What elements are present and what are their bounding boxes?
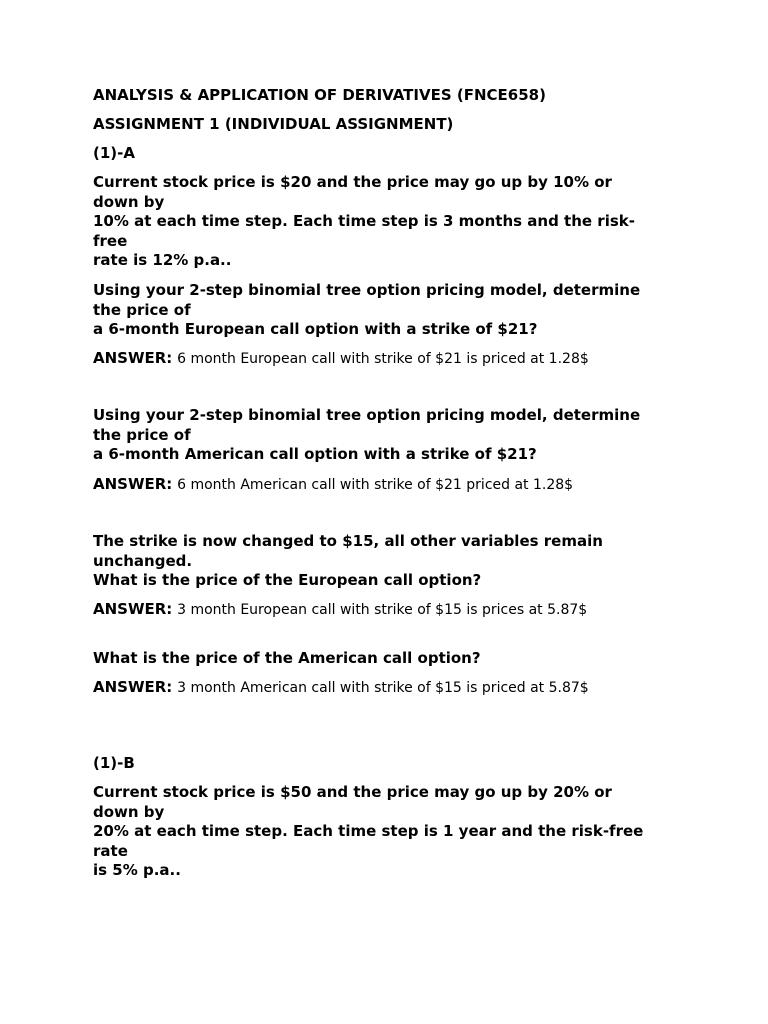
question-european-15: The strike is now changed to $15, all other variables remain unchanged. What is the price of the European call option? xyxy=(93,532,603,589)
question-american-15: What is the price of the American call option? xyxy=(93,649,481,667)
course-title: ANALYSIS & APPLICATION OF DERIVATIVES (FNCE658) xyxy=(93,86,546,104)
answer-american-21: ANSWER: 6 month American call with strike of $21 priced at 1.28$ xyxy=(93,475,574,493)
assignment-title: ASSIGNMENT 1 (INDIVIDUAL ASSIGNMENT) xyxy=(93,115,454,133)
section-1a-heading: (1)-A xyxy=(93,144,135,162)
section-1b-heading: (1)-B xyxy=(93,754,135,772)
question-european-21: Using your 2-step binomial tree option pricing model, determine the price of a 6-month European call option with a strike of $21? xyxy=(93,281,641,338)
section-1a-intro: Current stock price is $20 and the price may go up by 10% or down by 10% at each time step. Each time step is 3 months and the risk- free rate is 12% p.a.. xyxy=(93,173,635,269)
section-1b-intro: Current stock price is $50 and the price may go up by 20% or down by 20% at each time step. Each time step is 1 year and the risk-free rate is 5% p.a.. xyxy=(93,783,644,879)
answer-european-15: ANSWER: 3 month European call with strike of $15 is prices at 5.87$ xyxy=(93,600,588,618)
answer-american-15: ANSWER: 3 month American call with strike of $15 is priced at 5.87$ xyxy=(93,678,589,696)
question-american-21: Using your 2-step binomial tree option pricing model, determine the price of a 6-month American call option with a strike of $21? xyxy=(93,406,641,463)
answer-european-21: ANSWER: 6 month European call with strike of $21 is priced at 1.28$ xyxy=(93,349,589,367)
